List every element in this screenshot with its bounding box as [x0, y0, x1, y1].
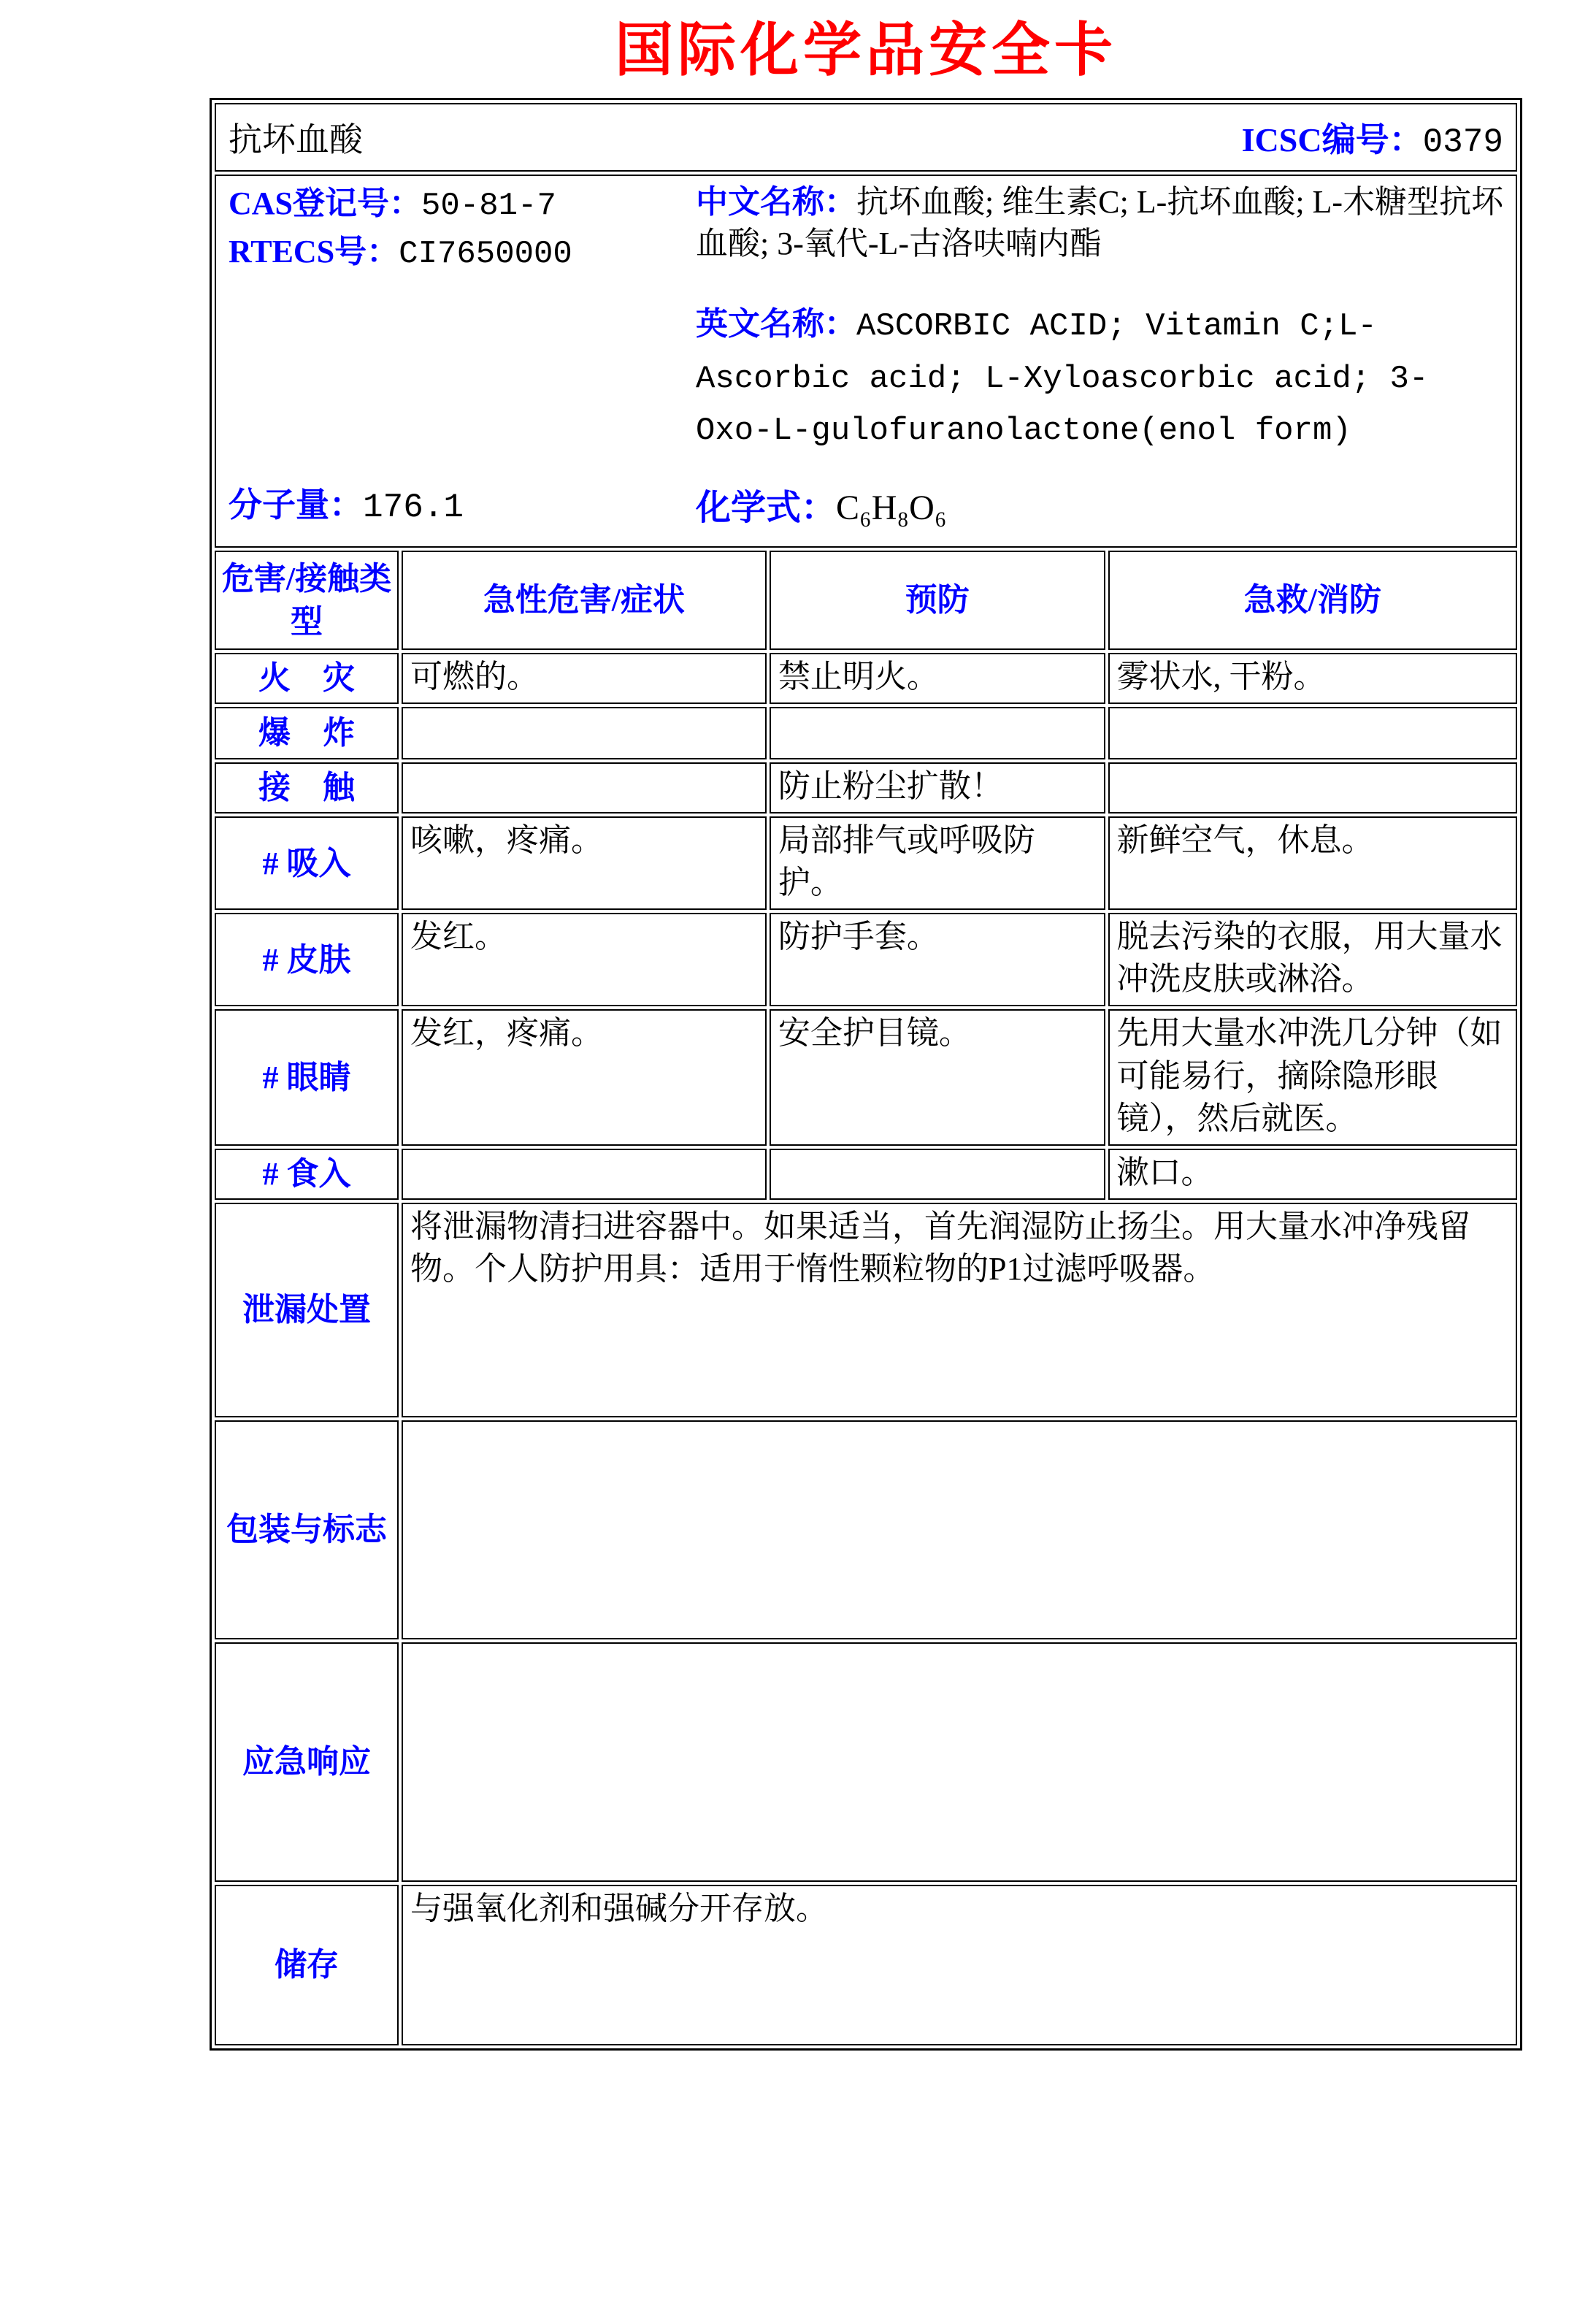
hazard-type-explosion: 爆 炸	[215, 707, 399, 759]
rtecs-value: CI7650000	[399, 235, 572, 272]
hazard-type-skin: # 皮肤	[215, 913, 399, 1006]
skin-prevention: 防护手套。	[770, 913, 1105, 1006]
hazard-type-ingestion: # 食入	[215, 1149, 399, 1200]
rtecs-line	[229, 229, 696, 277]
names-right-block	[696, 181, 1515, 538]
identifiers-row	[215, 175, 1517, 548]
explosion-prevention	[770, 707, 1105, 759]
eyes-symptoms: 发红，疼痛。	[402, 1009, 767, 1145]
chinese-name-value: 抗坏血酸; 维生素C; L-抗坏血酸; L-木糖型抗坏血酸; 3-氧代-L-古洛呋喃内酯	[696, 184, 1504, 262]
eyes-prevention: 安全护目镜。	[770, 1009, 1105, 1145]
hazard-header-symptoms: 急性危害/症状	[402, 551, 767, 650]
hazard-row-contact	[215, 762, 1517, 813]
fire-prevention: 禁止明火。	[770, 653, 1105, 704]
fire-response: 雾状水, 干粉。	[1108, 653, 1518, 704]
hazard-row-ingestion	[215, 1149, 1517, 1200]
storage-label: 储存	[215, 1885, 399, 2045]
section-row-packaging	[215, 1420, 1517, 1639]
hazard-type-eyes: # 眼睛	[215, 1009, 399, 1145]
contact-prevention: 防止粉尘扩散！	[770, 762, 1105, 813]
skin-response: 脱去污染的衣服，用大量水冲洗皮肤或淋浴。	[1108, 913, 1518, 1006]
contact-response	[1108, 762, 1518, 813]
chemical-formula-label: 化学式：	[696, 488, 837, 527]
chinese-name-paragraph	[696, 181, 1505, 264]
cas-label: CAS登记号：	[229, 185, 422, 221]
hazard-type-fire: 火 灾	[215, 653, 399, 704]
ingestion-symptoms	[402, 1149, 767, 1200]
english-name-paragraph	[696, 299, 1505, 456]
hazard-type-contact: 接 触	[215, 762, 399, 813]
section-row-emergency	[215, 1642, 1517, 1882]
hazard-header-type: 危害/接触类型	[215, 551, 399, 650]
fire-symptoms: 可燃的。	[402, 653, 767, 704]
icsc-number-group	[1242, 113, 1503, 161]
packaging-label: 包装与标志	[215, 1420, 399, 1639]
spillage-content: 将泄漏物清扫进容器中。如果适当，首先润湿防止扬尘。用大量水冲净残留物。个人防护用具：适用于惰性颗粒物的P1过滤呼吸器。	[402, 1203, 1517, 1417]
rtecs-label: RTECS号：	[229, 233, 399, 269]
icsc-number-value: 0379	[1422, 123, 1503, 161]
storage-content: 与强氧化剂和强碱分开存放。	[402, 1885, 1517, 2045]
icsc-table	[210, 98, 1522, 2051]
identifiers-cell	[215, 175, 1517, 548]
inhalation-response: 新鲜空气，休息。	[1108, 816, 1518, 910]
ingestion-response: 漱口。	[1108, 1149, 1518, 1200]
identifiers-left-block	[229, 181, 696, 538]
spillage-label: 泄漏处置	[215, 1203, 399, 1417]
hazard-header-row	[215, 551, 1517, 650]
skin-symptoms: 发红。	[402, 913, 767, 1006]
section-row-spillage	[215, 1203, 1517, 1417]
inhalation-symptoms: 咳嗽，疼痛。	[402, 816, 767, 910]
emergency-content	[402, 1642, 1517, 1882]
hazard-header-prevention: 预防	[770, 551, 1105, 650]
hazard-header-response: 急救/消防	[1108, 551, 1518, 650]
hazard-type-inhalation: # 吸入	[215, 816, 399, 910]
page-title: 国际化学品安全卡	[615, 19, 1117, 83]
explosion-response	[1108, 707, 1518, 759]
inhalation-prevention: 局部排气或呼吸防护。	[770, 816, 1105, 910]
hazard-row-inhalation	[215, 816, 1517, 910]
icsc-card	[210, 19, 1522, 2051]
substance-header-cell	[215, 103, 1517, 172]
molecular-weight-line	[229, 482, 696, 538]
molecular-weight-label: 分子量：	[229, 486, 363, 524]
section-row-storage	[215, 1885, 1517, 2045]
explosion-symptoms	[402, 707, 767, 759]
emergency-label: 应急响应	[215, 1642, 399, 1882]
cas-line	[229, 181, 696, 229]
packaging-content	[402, 1420, 1517, 1639]
hazard-row-fire	[215, 653, 1517, 704]
molecular-weight-value: 176.1	[363, 488, 464, 527]
cas-value: 50-81-7	[421, 188, 556, 224]
eyes-response: 先用大量水冲洗几分钟（如可能易行，摘除隐形眼镜），然后就医。	[1108, 1009, 1518, 1145]
substance-header-row	[215, 103, 1517, 172]
icsc-number-label: ICSC编号：	[1241, 121, 1423, 158]
hazard-row-explosion	[215, 707, 1517, 759]
hazard-row-eyes	[215, 1009, 1517, 1145]
substance-name: 抗坏血酸	[229, 121, 363, 158]
hazard-row-skin	[215, 913, 1517, 1006]
english-name-label: 英文名称：	[696, 306, 856, 342]
english-name-value: ASCORBIC ACID; Vitamin C;L-Ascorbic acid; L-Xyloascorbic acid; 3-Oxo-L-gulofuranolactone(enol form)	[696, 308, 1429, 449]
contact-symptoms	[402, 762, 767, 813]
chinese-name-label: 中文名称：	[696, 184, 856, 220]
chemical-formula-value: C₆H₈O₆	[836, 488, 947, 527]
ingestion-prevention	[770, 1149, 1105, 1200]
chemical-formula-line	[696, 486, 1505, 538]
